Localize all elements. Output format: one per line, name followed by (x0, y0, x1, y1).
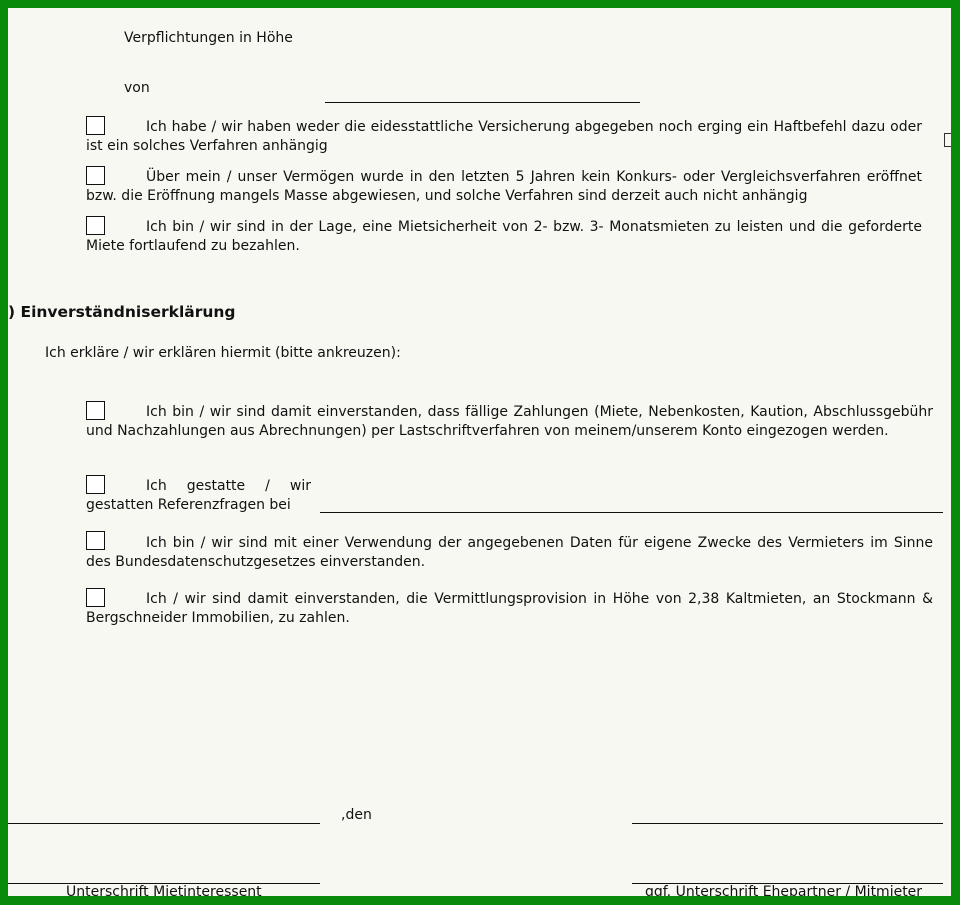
date-input-line[interactable] (632, 823, 943, 824)
consent-commission (86, 590, 933, 628)
consent-references (86, 477, 311, 515)
statement-rent-security (86, 218, 922, 256)
statement-text: Ich bin / wir sind in der Lage, eine Mietsicherheit von 2- bzw. 3- Monatsmieten zu leisten und die geforderte Miete fortlaufend zu bezahlen. (86, 219, 922, 254)
date-label: ,den (341, 807, 372, 823)
partner-signature-caption: ggf. Unterschrift Ehepartner / Mitmieter (645, 884, 923, 900)
references-input-line[interactable] (320, 512, 943, 513)
consent-text: Ich bin / wir sind mit einer Verwendung der angegebenen Daten für eigene Zwecke des Vermieters im Sinne des Bundesdatenschutzgesetzes einverstanden. (86, 535, 933, 570)
section-heading: ) Einverständniserklärung (8, 303, 236, 321)
tenant-signature-caption: Unterschrift Mietinteressent (66, 884, 262, 900)
obligations-label: Verpflichtungen in Höhe (124, 30, 293, 46)
statement-no-bankruptcy (86, 168, 922, 206)
consent-direct-debit (86, 403, 933, 441)
statement-text: Über mein / unser Vermögen wurde in den letzten 5 Jahren kein Konkurs- oder Vergleichsverfahren eröffnet bzw. die Eröffnung mangels Masse abgewiesen, und solche Verfahren sind derzeit auch nicht anhängig (86, 169, 922, 204)
statement-text: Ich habe / wir haben weder die eidesstattliche Versicherung abgegeben noch erging ein Haftbefehl dazu oder ist ein solches Verfahren anhängig (86, 119, 922, 154)
from-input-line[interactable] (325, 102, 640, 103)
from-label: von (124, 80, 150, 96)
consent-text: Ich bin / wir sind damit einverstanden, dass fällige Zahlungen (Miete, Nebenkosten, Kaution, Abschlussgebühr und Nachzahlungen aus Abrechnungen) per Lastschriftverfahren von meinem/unserem Konto eingezogen werden. (86, 404, 933, 439)
consent-text: Ich / wir sind damit einverstanden, die Vermittlungsprovision in Höhe von 2,38 Kaltmieten, an Stockmann & Bergschneider Immobilien, zu zahlen. (86, 591, 933, 626)
consent-text: Ich gestatte / wir gestatten Referenzfragen bei (86, 478, 311, 513)
statement-no-affidavit (86, 118, 922, 156)
edge-checkbox-fragment (944, 133, 954, 147)
consent-data-usage (86, 534, 933, 572)
section-intro: Ich erkläre / wir erklären hiermit (bitte ankreuzen): (45, 345, 401, 361)
place-input-line[interactable] (8, 823, 320, 824)
